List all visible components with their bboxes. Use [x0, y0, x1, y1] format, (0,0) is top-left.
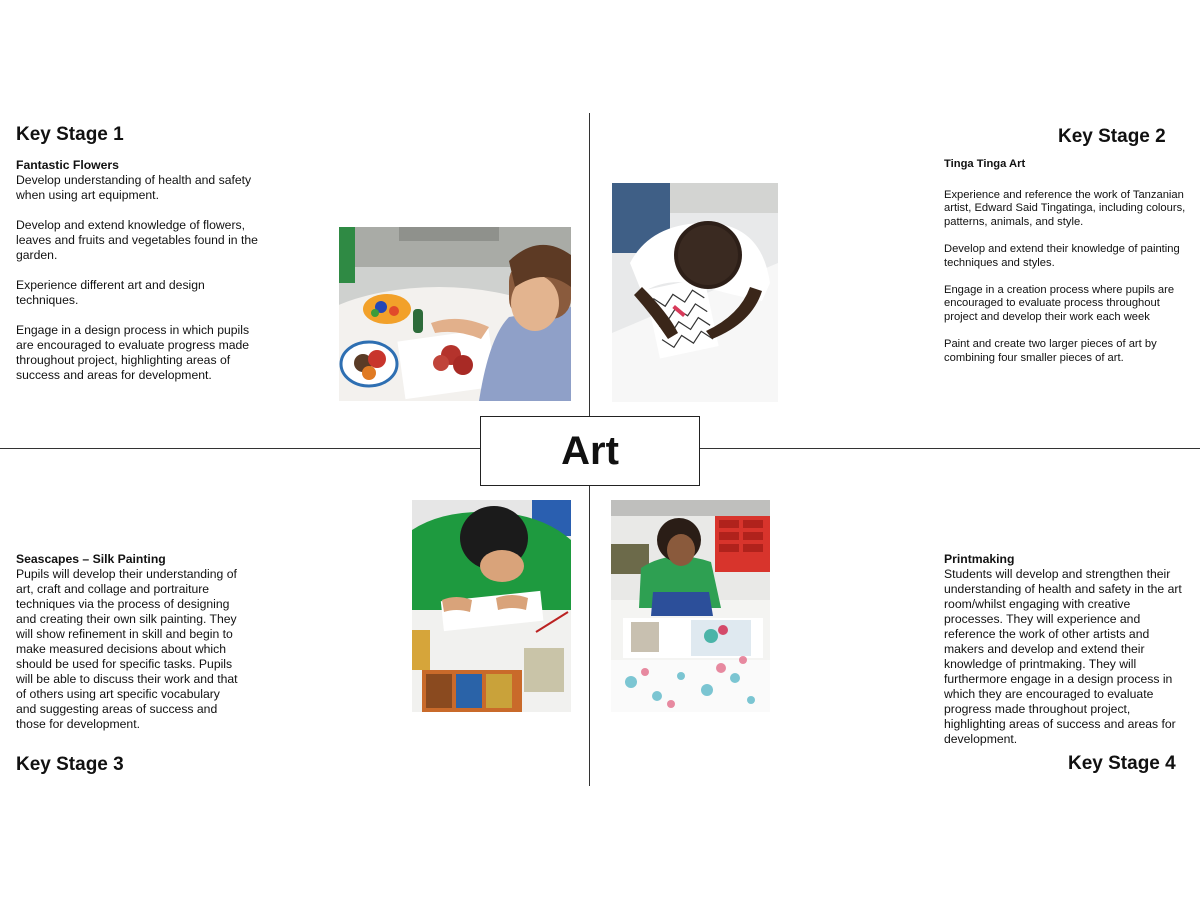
ks2-paragraph: Develop and extend their knowledge of painting techniques and styles. [944, 242, 1180, 269]
ks2-heading: Key Stage 2 [1058, 126, 1166, 147]
ks2-text-block [944, 158, 1194, 379]
ks2-topic: Tinga Tinga Art [944, 158, 1026, 170]
ks2-paragraph: Experience and reference the work of Tanzanian artist, Edward Said Tingatinga, including colours, patterns, animals, and style. [944, 188, 1186, 228]
ks1-heading: Key Stage 1 [16, 124, 124, 145]
page-title: Art [480, 416, 700, 486]
ks2-paragraph: Engage in a creation process where pupils are encouraged to evaluate process throughout project and develop their work each week [944, 283, 1175, 323]
ks3-photo [412, 500, 571, 712]
ks3-body: Pupils will develop their understanding of art, craft and collage and portraiture techniques via the process of designing and creating their own silk painting. They will show refinement in skill and begin to make measured decisions about which should be used for specific tasks. Pupils will be able to discuss their work and that of others using art specific vocabulary and suggesting areas of success and those for development. [16, 567, 238, 731]
ks1-paragraph: Experience different art and design techniques. [16, 278, 205, 307]
ks4-topic: Printmaking [944, 552, 1015, 566]
ks4-body: Students will develop and strengthen their understanding of health and safety in the art room/whilst engaging with creative processes. They will experience and reference the work of other artists and makers and develop and extend their knowledge of printmaking. They will furthermore engage in a design process in which they are encouraged to evaluate progress made throughout project, highlighting areas of success and areas for development. [944, 567, 1182, 746]
ks1-text-block [16, 158, 268, 398]
ks2-photo [612, 183, 778, 402]
ks3-topic: Seascapes – Silk Painting [16, 552, 166, 566]
ks4-photo [611, 500, 770, 712]
ks3-text-block [16, 552, 238, 732]
ks4-text-block [944, 552, 1184, 747]
ks3-heading: Key Stage 3 [16, 754, 124, 775]
ks1-paragraph: Engage in a design process in which pupils are encouraged to evaluate progress made throughout project, highlighting areas of success and areas for development. [16, 323, 250, 382]
ks1-topic: Fantastic Flowers [16, 158, 119, 172]
ks1-paragraph: Develop and extend knowledge of flowers, leaves and fruits and vegetables found in the garden. [16, 218, 258, 262]
ks4-heading: Key Stage 4 [1068, 753, 1176, 774]
ks1-photo [339, 227, 571, 401]
ks2-paragraph: Paint and create two larger pieces of art by combining four smaller pieces of art. [944, 338, 1157, 364]
ks1-paragraph: Develop understanding of health and safety when using art equipment. [16, 173, 252, 202]
